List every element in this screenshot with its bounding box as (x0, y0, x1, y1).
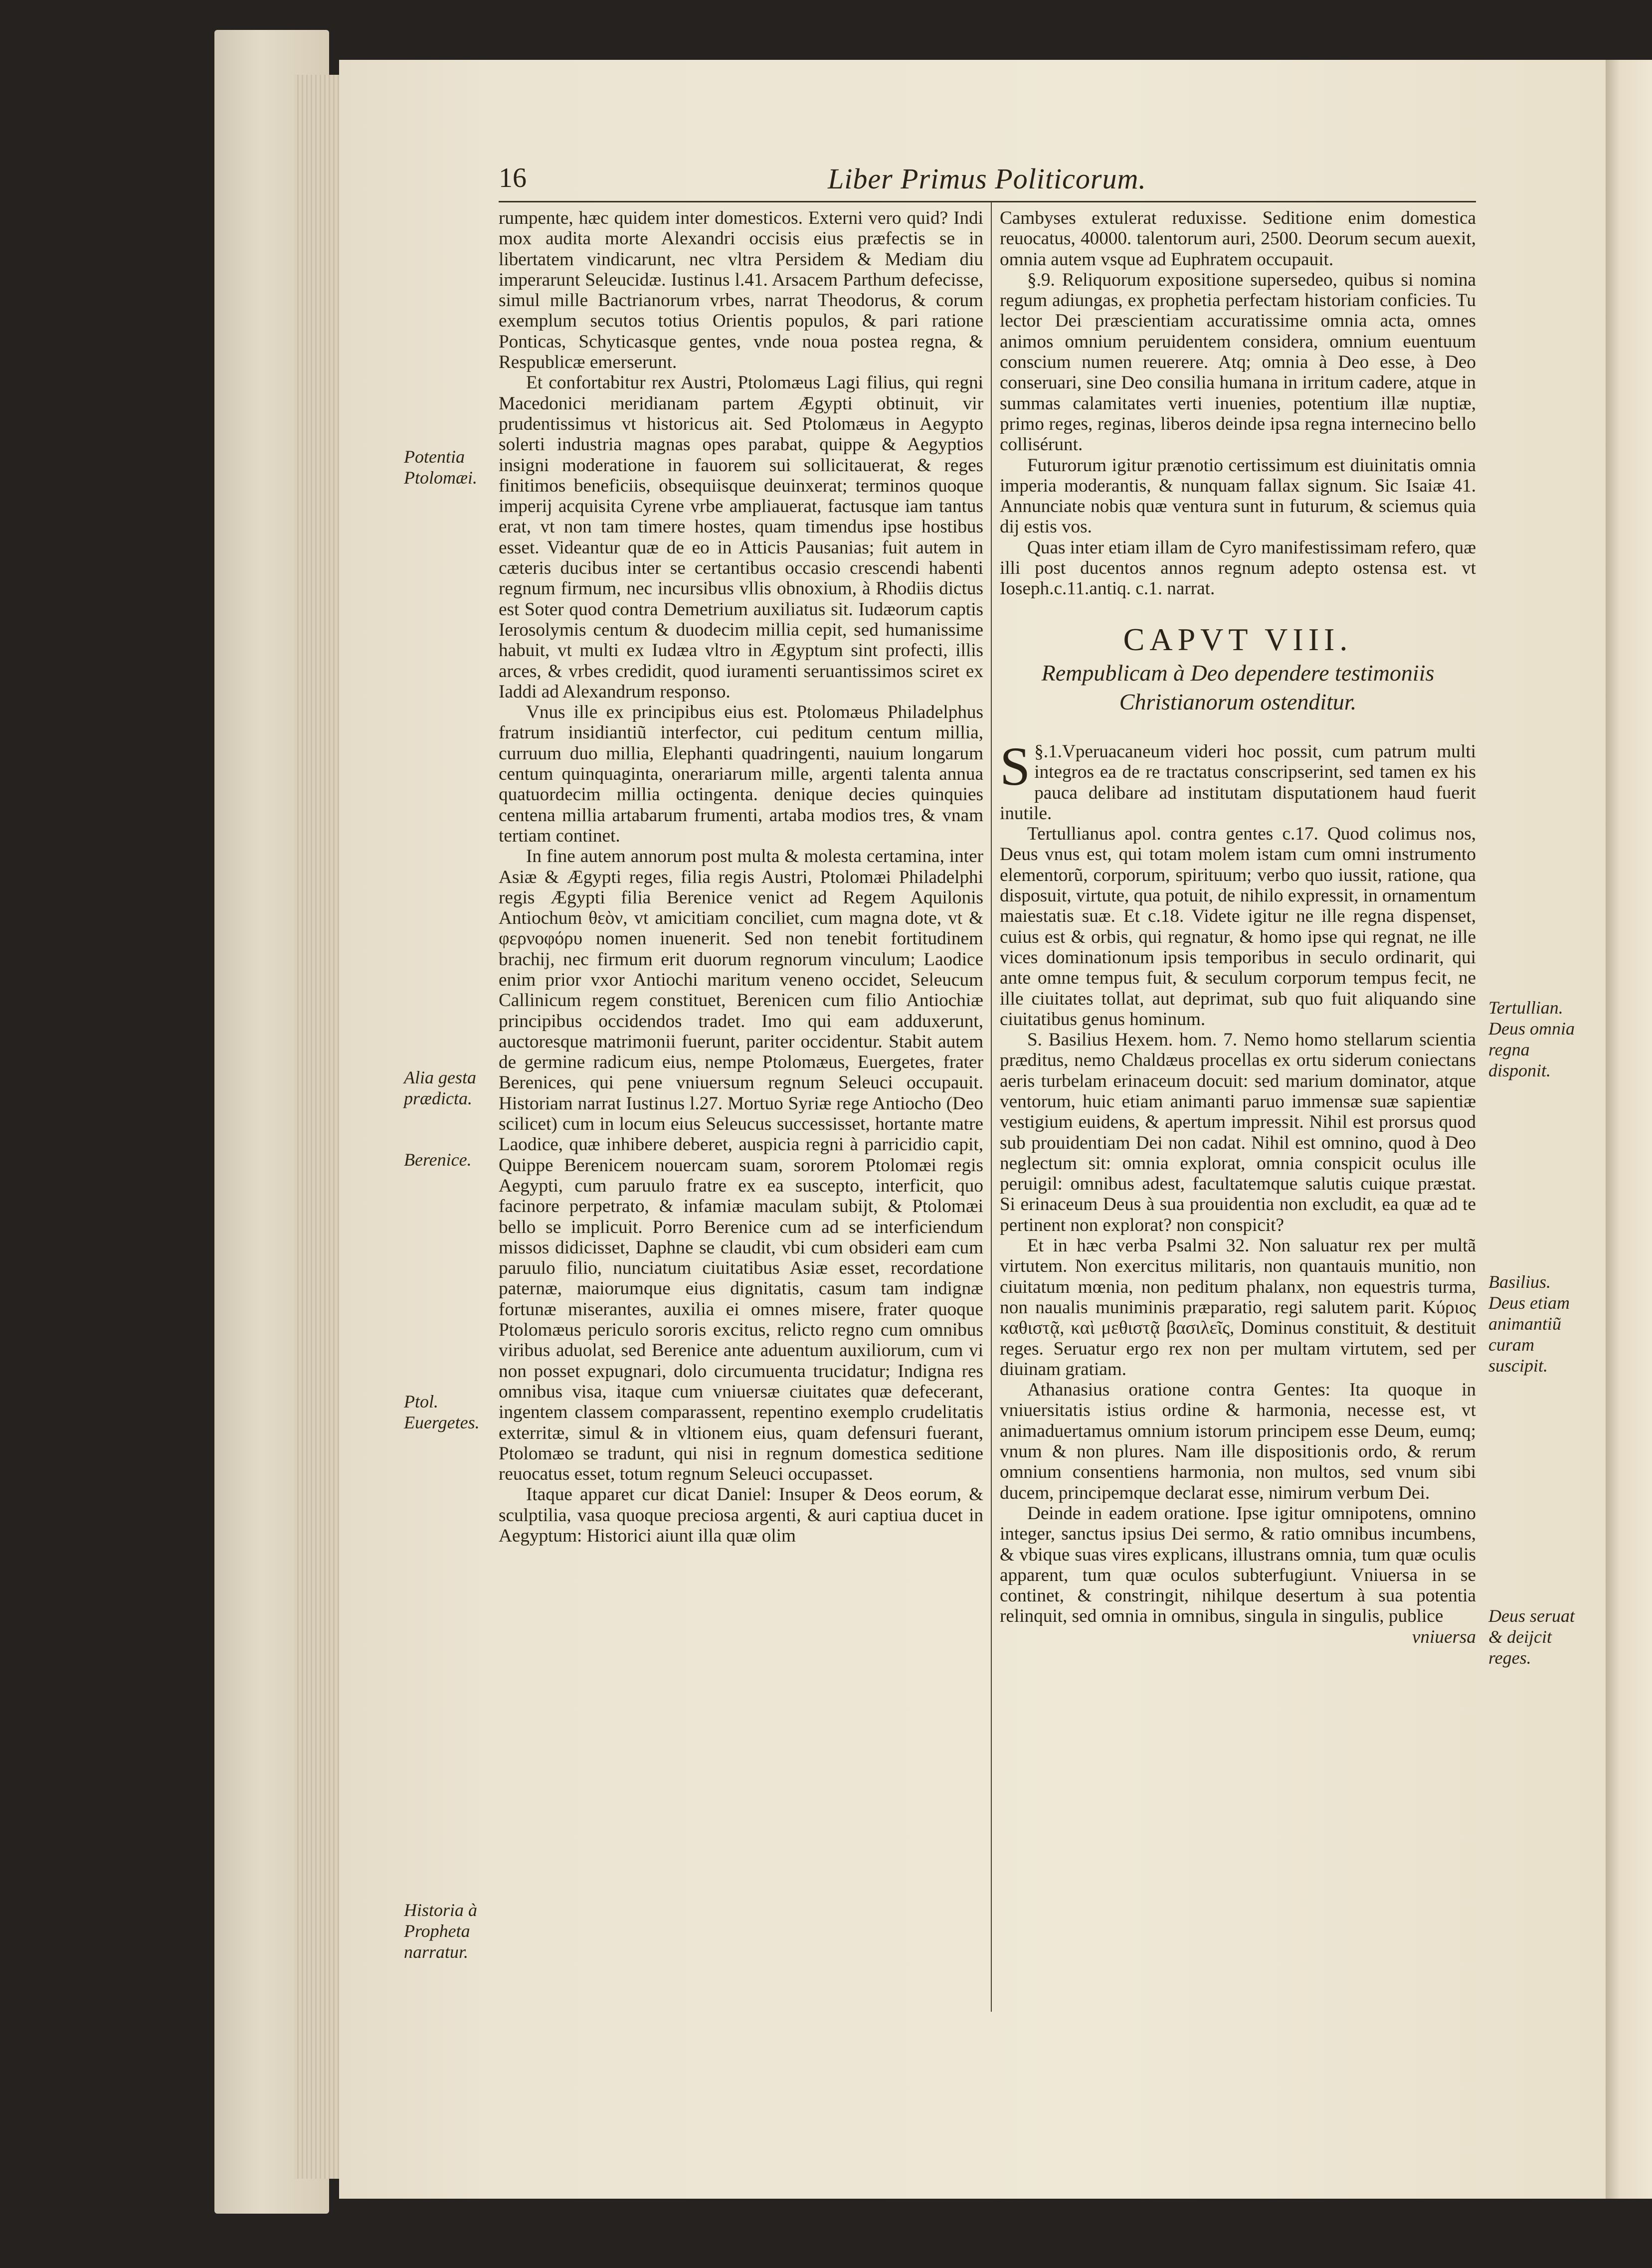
paragraph: Deinde in eadem oratione. Ipse igitur omnipotens, omnino integer, sanctus ipsius Dei sermo, & ratio omnibus incumbens, & vbique suas vires explicans, illustrans omnia, tum quæ oculis apparent, tum quæ oculos subterfugiunt. Vniuersa in se continet, & constringit, nihilque desertum à sua potentia relinquit, sed omnia in omnibus, singula in singulis, publice (1000, 1503, 1476, 1627)
chapter-heading: CAPVT VIII. (1123, 621, 1353, 657)
margin-note-left: Historia à Propheta narratur. (404, 1900, 478, 1962)
paragraph: rumpente, hæc quidem inter domesticos. Externi vero quid? Indi mox audita morte Alexandri occisis eius præfectis se in libertatem vindicarunt, nec vltra Persidem & Mediam diu imperarunt Seleucidæ. Iustinus l.41. Arsacem Parthum defecisse, simul mille Bactrianorum vrbes, narrat Theodorus, & corum exemplum secutos totius Orientis populos, & pari ratione Ponticas, Schyticasque gentes, vnde noua postea regna, & Respublicæ emerserunt. (499, 208, 983, 373)
margin-note-right: Basilius. Deus etiam animantiũ curam suscipit. (1488, 1272, 1570, 1376)
page-header (499, 162, 1476, 197)
left-column (499, 208, 983, 1546)
paragraph: Et in hæc verba Psalmi 32. Non saluatur rex per multã virtutem. Non exercitus militaris, non quantauis munitio, non ciuitatum mœnia, non peditum phalanx, non equestris turma, non naualis muniminis præparatio, regi salutem parit. Κύριος καθιστᾷ, καὶ μεθιστᾷ βασιλεῖς, Dominus constituit, & destituit reges. Seruatur ergo rex non per multam virtutem, sed per diuinam gratiam. (1000, 1235, 1476, 1380)
paragraph: Cambyses extulerat reduxisse. Seditione enim domestica reuocatus, 40000. talentorum auri, 2500. Deorum secum auexit, omnia autem vsque ad Euphratem occupauit. (1000, 208, 1476, 270)
paragraph: Itaque apparet cur dicat Daniel: Insuper & Deos eorum, & sculptilia, vasa quoque preciosa argenti, & auri captiua ducet in Aegyptum: Historici aiunt illa quæ olim (499, 1484, 983, 1546)
paragraph: S. Basilius Hexem. hom. 7. Nemo homo stellarum scientia præditus, nemo Chaldæus procellas ex ortu siderum coniectans aeris turbelam erinaceum docuit: sed marium dominator, atque ventorum, huic etiam animanti paruo immensæ suæ sapientiæ vestigium euidens, & apertum impressit. Nihil est prorsus quod sub prouidentiam Dei non cadat. Nihil est omnino, quod à Deo neglectum sit: omnia explorat, omnia conspicit oculus ille peruigil: omnibus adest, facultatemque salutis cuique præstat. Si erinaceum Deus à sua prouidentia non excludit, ea quæ ad te pertinent non explorat? non conspicit? (1000, 1030, 1476, 1235)
paragraph: Quas inter etiam illam de Cyro manifestissimam refero, quæ illi post ducentos annos regnum adepto ostensa est. vt Ioseph.c.11.antiq. c.1. narrat. (1000, 537, 1476, 599)
paragraph: Et confortabitur rex Austri, Ptolomæus Lagi filius, qui regni Macedonici meridianam partem Ægypti obtinuit, vir prudentissimus vt historicus ait. Sed Ptolomæus in Aegypto solerti industria magnas opes parabat, quippe & Aegyptios insigni moderatione in fauorem sui sollicitauerat, & reges finitimos beneficiis, obsequiisque deuinxerat; terminos quoque imperij acquisita Cyrene vrbe ampliauerat, factusque iam tantus erat, vt non tam timere hostes, quam timendus ipse hostibus esset. Videantur quæ de eo in Atticis Pausanias; fuit autem in cæteris ducibus inter se certantibus occasio crescendi habenti regnum firmum, nec incursibus vllis obnoxium, à Rhodiis dictus est Soter quod contra Demetrium auxiliatus sit. Iudæorum captis Ierosolymis centum & duodecim millia cepit, sed humanissime habuit, vt multi ex Iudæa vltro in Ægyptum sint profecti, illis arces, & vrbes credidit, quod iuramenti seruantissimos sciret ex Iaddi ad Alexandrum responso. (499, 372, 983, 702)
catchword: vniuersa (1412, 1626, 1476, 1647)
margin-note-left: Potentia Ptolomæi. (404, 447, 478, 488)
paragraph: Tertullianus apol. contra gentes c.17. Quod colimus nos, Deus vnus est, qui totam molem istam cum omni instrumento elementorũ, corporum, spirituum; verbo quo iussit, ratione, qua disposuit, virtute, qua potuit, de nihilo expressit, in ornamentum maiestatis suæ. Et c.18. Videte igitur ne ille regna dispenset, cuius est & orbis, qui regnatur, & homo ipse qui regnat, ne ille vices dominationum ipsis temporibus in seculo ordinarit, qui ante omne tempus fuit, & seculum corporum tempus fecit, ne ille ciuitates tollat, aut deprimat, sub quo fuit aliquando sine ciuitatibus genus hominum. (1000, 824, 1476, 1030)
chapter-subtitle: Rempublicam à Deo dependere testimoniis Christianorum ostenditur. (1041, 660, 1435, 714)
first-paragraph-text: Vperuacaneum videri hoc possit, cum patrum multi integros ea de re tractatus conscripserint, sed tamen ex his pauca delibare ad institutam disputationem haud fuerit inutile. (1000, 741, 1476, 824)
header-rule (499, 201, 1476, 202)
right-column (1000, 208, 1476, 1647)
margin-note-left: Ptol. Euergetes. (404, 1392, 480, 1432)
page-content (499, 162, 1476, 2007)
page-number: 16 (499, 163, 527, 193)
section-mark: §.1. (1034, 741, 1062, 762)
margin-note-left: Berenice. (404, 1150, 472, 1170)
paragraph: Athanasius oratione contra Gentes: Ita quoque in vniuersitatis istius ordine & harmonia, necesse est, vt animaduertamus omnium istorum principem esse Deum, eumq; vnum & non plures. Nam ille dispositionis ordo, & rerum omnium consentiens harmonia, non multos, sed vnum sibi ducem, principemque declarat esse, nimirum verbum Dei. (1000, 1380, 1476, 1503)
margin-note-right: Deus seruat & deijcit reges. (1488, 1606, 1575, 1668)
paragraph: In fine autem annorum post multa & molesta certamina, inter Asiæ & Ægypti reges, filia regis Austri, Ptolomæi Philadelphi regis Ægypti filia Berenice venict ad Regem Aquilonis Antiochum θεὸν, vt amicitiam conciliet, cum magna dote, vt & φερνοφόρυ nomen inuenerit. Sed non tenebit fortitudinem brachij, nec firmum erit duorum regnorum vinculum; Laodice enim prior vxor Antiochi maritum veneno occidet, Seleucum Callinicum regem constituet, Berenicen cum filio Antiochiæ principibus occidendos tradet. Imo qui eam adduxerunt, auctoresque matrimonii fuerunt, pariter occidentur. Stabit autem de germine radicum eius, nempe Ptolomæus, Euergetes, frater Berenices, qui pene vniuersum regnum Seleuci occupauit. Historiam narrat Iustinus l.27. Mortuo Syriæ rege Antiocho (Deo scilicet) cum in locum eius Seleucus successisset, hortante matre Laodice, quæ inhibere deberet, auspicia regni à parricidio capit, Quippe Berenicem nouercam suam, sororem Ptolomæi regis Aegypti, cum paruulo fratre ex ea suscepto, interficit, quo facinore perpetrato, & infamiæ maculam subijt, & Ptolomæi bello se implicuit. Porro Berenice cum ad se interficiendum missos didicisset, Daphne se claudit, vbi cum obsideri eam cum paruulo filio, nunciatum ciuitatibus Asiæ esset, recordatione paternæ, maiorumque eius dignitatis, casum tam indignæ fortunæ miserantes, auxilia ei omnes misere, frater quoque Ptolomæus periculo sororis excitus, relicto regno cum omnibus viribus aduolat, sed Berenice ante aduentum auxiliorum, cum vi non posset expugnari, dolo circumuenta trucidatur; Indigna res omnibus visa, itaque cum vniuersæ ciuitates quæ defecerant, ingentem classem comparassent, repentino exemplo crudelitatis exterritæ, simul & in vltionem eius, quam defensuri fuerant, Ptolomæo se tradunt, qui nisi in regnum domestica seditione reuocatus esset, totum regnum Seleuci occupasset. (499, 846, 983, 1485)
paragraph: §.9. Reliquorum expositione supersedeo, quibus si nomina regum adiungas, ex prophetia perfectam historiam conficies. Tu lector Dei præscientiam accuratissime omnia acta, omnes animos omnium peruidentem considera, omnium euentuum conscium numen reuerere. Atq; omnia à Deo esse, à Deo conseruari, sine Deo consilia humana in irritum cadere, atque in summas calamitates verti inuenies, potentium illæ nuptiæ, primo reges, reginas, liberos deinde ipsa regna internecino bello collisérunt. (1000, 269, 1476, 455)
running-title: Liber Primus Politicorum. (828, 163, 1146, 195)
facing-page-edge (1606, 60, 1652, 2199)
drop-cap: S (1000, 735, 1031, 797)
paragraph (1000, 735, 1476, 824)
margin-note-left: Alia gesta prædicta. (404, 1067, 476, 1108)
paragraph: Futurorum igitur prænotio certissimum est diuinitatis omnia imperia moderantis, & nunquam fallax signum. Sic Isaiæ 41. Annunciate nobis quæ ventura sunt in futurum, & sciemus quia dij estis vos. (1000, 455, 1476, 537)
paragraph: Vnus ille ex principibus eius est. Ptolomæus Philadelphus fratrum insidiantiũ interfector, cui peditum centum millia, curruum duo millia, Elephanti quadringenti, nauium longarum centum quinquaginta, onerariarum mille, argenti talenta annua quatuordecim millia octingenta. denique decies quinquies centena millia artabarum frumenti, artaba modios tres, & vnam tertiam continet. (499, 702, 983, 846)
margin-note-right: Tertullian. Deus omnia regna disponit. (1488, 998, 1575, 1080)
column-divider (991, 202, 992, 2012)
